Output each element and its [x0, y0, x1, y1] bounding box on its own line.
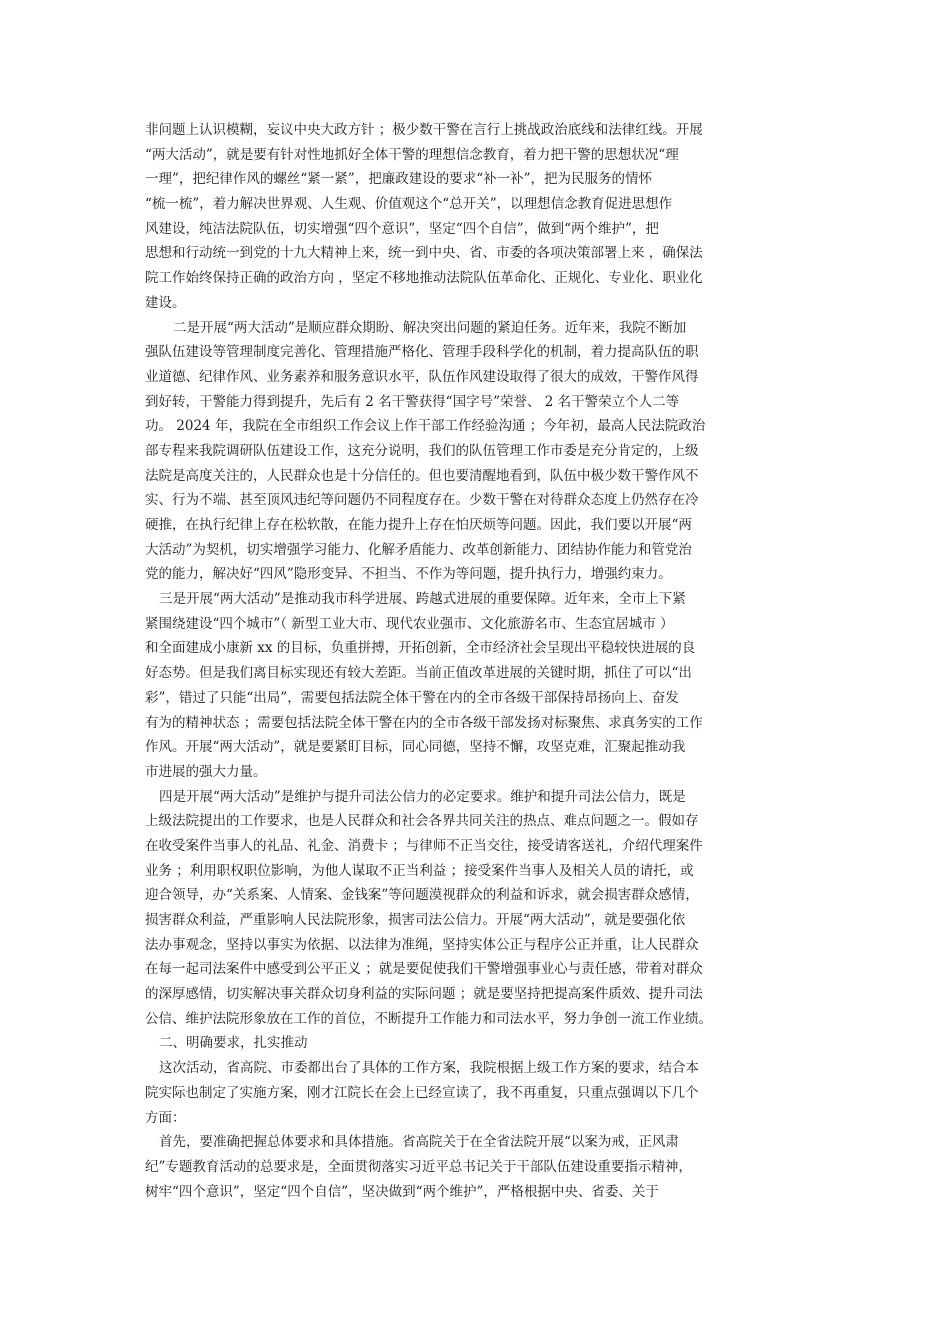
paragraph-4 [145, 785, 805, 1032]
text-line: 实、行为不端、甚至顶风违纪等问题仍不同程度存在。少数干警在对待群众态度上仍然存在冷 [145, 492, 699, 509]
text-line: 紧围绕建设“四个城市”（ 新型工业大市、现代农业强市、文化旅游名市、生态宜居城市 ） [145, 615, 674, 632]
text-line: 在每一起司法案件中感受到公平正义 ；就是要促使我们干警增强事业心与责任感，带着对群众 [145, 961, 703, 978]
text-line: 一理”，把纪律作风的螺丝“紧一紧”，把廉政建设的要求“补一补”，把为民服务的情怀 [145, 171, 653, 188]
text-line: 市进展的强大力量。 [145, 763, 267, 780]
text-line: 在收受案件当事人的礼品、礼金、消费卡 ；与律师不正当交往，接受请客送礼，介绍代理案件 [145, 837, 703, 854]
text-line: 三是开展“两大活动”是推动我市科学进展、跨越式进展的重要保障。近年来，全市上下紧 [159, 591, 686, 608]
text-line: 迎合领导，办“关系案、人情案、金钱案”等问题漠视群众的利益和诉求，就会损害群众感情， [145, 887, 699, 904]
text-line: 思想和行动统一到党的十九大精神上来，统一到中央、省、市委的各项决策部署上来 ，确保法 [145, 245, 703, 262]
text-line: 彩”，错过了只能“出局”，需要包括法院全体干警在内的全市各级干部保持昂扬向上、奋发 [145, 689, 679, 706]
text-line: “梳一梳”，着力解决世界观、人生观、价值观这个“总开关”，以理想信念教育促进思想作 [145, 196, 673, 213]
paragraph-6 [145, 1130, 805, 1204]
text-line: 业道德、纪律作风、业务素养和服务意识水平，队伍作风建设取得了很大的成效，干警作风得 [145, 368, 699, 385]
text-line: “两大活动”，就是要有针对性地抓好全体干警的理想信念教育，着力把干警的思想状况“理 [145, 146, 679, 163]
text-line: 四是开展“两大活动”是维护与提升司法公信力的必定要求。维护和提升司法公信力，既是 [159, 788, 686, 805]
text-line: 法办事观念，坚持以事实为依据、以法律为准绳，坚持实体公正与程序公正并重，让人民群众 [145, 936, 699, 953]
text-line: 首先，要准确把握总体要求和具体措施。省高院关于在全省法院开展“以案为戒，正风肃 [159, 1134, 679, 1151]
text-line: 有为的精神状态 ；需要包括法院全体干警在内的全市各级干部发扬对标聚焦、求真务实的工作 [145, 714, 703, 731]
text-line: 大活动”为契机，切实增强学习能力、化解矛盾能力、改革创新能力、团结协作能力和管党治 [145, 541, 692, 558]
text-line: 的深厚感情，切实解决事关群众切身利益的实际问题 ；就是要坚持把提高案件质效、提升司法 [145, 986, 703, 1003]
text-line: 法院是高度关注的，人民群众也是十分信任的。但也要清醒地看到，队伍中极少数干警作风不 [145, 467, 699, 484]
text-line: 风建设，纯洁法院队伍，切实增强“四个意识”，坚定“四个自信”，做到“两个维护”，把 [145, 220, 659, 237]
text-line: 公信、维护法院形象放在工作的首位，不断提升工作能力和司法水平，努力争创一流工作业绩。 [145, 1010, 712, 1027]
text-line: 好态势。但是我们离目标实现还有较大差距。当前正值改革进展的关键时期，抓住了可以“出 [145, 665, 692, 682]
text-line: 这次活动，省高院、市委都出台了具体的工作方案，我院根据上级工作方案的要求，结合本 [159, 1060, 699, 1077]
text-line: 党的能力，解决好“四风”隐形变异、不担当、不作为等问题，提升执行力，增强约束力。 [145, 566, 672, 583]
paragraph-5 [145, 1056, 805, 1130]
section-heading [145, 1031, 805, 1056]
text-line: 强队伍建设等管理制度完善化、管理措施严格化、管理手段科学化的机制，着力提高队伍的职 [145, 344, 699, 361]
document-body [145, 118, 805, 1204]
text-line: 到好转，干警能力得到提升，先后有 2 名干警获得“国字号”荣誉、 2 名干警荣立个人二等 [145, 393, 680, 410]
text-line: 树牢“四个意识”，坚定“四个自信”，坚决做到“两个维护”，严格根据中央、省委、关于 [145, 1183, 659, 1200]
text-line: 院实际也制定了实施方案，刚才江院长在会上已经宣读了，我不再重复，只重点强调以下几个 [145, 1084, 699, 1101]
text-line: 非问题上认识模糊，妄议中央大政方针 ；极少数干警在言行上挑战政治底线和法律红线。开展 [145, 122, 703, 138]
text-line: 损害群众利益，严重影响人民法院形象，损害司法公信力。开展“两大活动”，就是要强化依 [145, 912, 686, 928]
paragraph-3 [145, 587, 805, 785]
paragraph-1 [145, 118, 805, 316]
text-line: 建设。 [145, 294, 186, 311]
text-line: 功。 2024 年，我院在全市组织工作会议上作干部工作经验沟通 ；今年初，最高人民法院政治 [145, 418, 706, 435]
text-line: 纪”专题教育活动的总要求是，全面贯彻落实习近平总书记关于干部队伍建设重要指示精神， [145, 1158, 692, 1175]
text-line: 作风。开展“两大活动”，就是要紧盯目标，同心同德，坚持不懈，攻坚克难，汇聚起推动我 [145, 739, 686, 756]
text-line: 业务 ；利用职权职位影响，为他人谋取不正当利益 ；接受案件当事人及相关人员的请托，或 [145, 862, 694, 879]
text-line: 二是开展“两大活动”是顺应群众期盼、解决突出问题的紧迫任务。近年来，我院不断加 [173, 319, 687, 336]
heading-line: 二、明确要求，扎实推动 [159, 1035, 308, 1052]
text-line: 院工作始终保持正确的政治方向 ，坚定不移地推动法院队伍革命化、正规化、专业化、职业化 [145, 270, 703, 287]
text-line: 硬推，在执行纪律上存在松软散，在能力提升上存在怕厌烦等问题。因此，我们要以开展“两 [145, 517, 692, 533]
text-line: 方面： [145, 1109, 186, 1126]
text-line: 部专程来我院调研队伍建设工作，这充分说明，我们的队伍管理工作市委是充分肯定的，上级 [145, 442, 699, 459]
text-line: 和全面建成小康新 xx 的目标，负重拼搏，开拓创新，全市经济社会呈现出平稳较快进展的良 [145, 640, 696, 657]
paragraph-2 [145, 316, 805, 588]
text-line: 上级法院提出的工作要求，也是人民群众和社会各界共同关注的热点、难点问题之一。假如存 [145, 813, 699, 830]
